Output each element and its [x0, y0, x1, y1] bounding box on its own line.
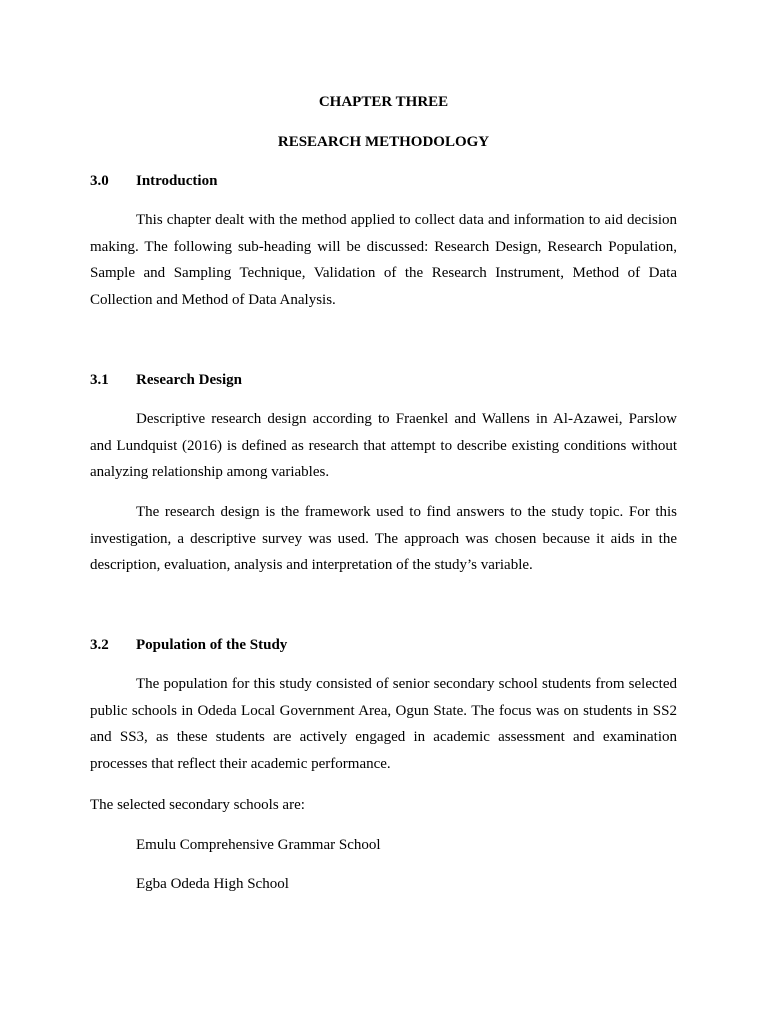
section-number: 3.1	[90, 372, 109, 388]
section-heading-population	[90, 635, 677, 655]
chapter-title: CHAPTER THREE	[318, 94, 449, 110]
section-number: 3.2	[90, 637, 109, 653]
section-heading-introduction	[90, 171, 677, 191]
paragraph-research-design-2: The research design is the framework used to find answers to the study topic. For this investigation, a descriptive survey was used. The approach was chosen because it aids in the description, evaluation, analysis and interpretation of the study’s variable.	[90, 504, 677, 573]
section-title: Population of the Study	[136, 637, 288, 653]
paragraph-introduction: This chapter dealt with the method applied to collect data and information to aid decision making. The following sub-heading will be discussed: Research Design, Research Population, Sample and Sampling Technique, Validation of the Research Instrument, Method of Data Collection and Method of Data Analysis.	[90, 212, 677, 308]
list-intro: The selected secondary schools are:	[90, 797, 305, 813]
paragraph-population: The population for this study consisted of senior secondary school students from selected public schools in Odeda Local Government Area, Ogun State. The focus was on students in SS2 and SS3, as these students are actively engaged in academic assessment and examination processes that reflect their academic performance.	[90, 676, 677, 772]
section-title: Introduction	[136, 173, 218, 189]
list-item: Egba Odeda High School	[136, 876, 289, 892]
section-heading-research-design	[90, 370, 677, 390]
list-item: Emulu Comprehensive Grammar School	[136, 837, 381, 853]
section-title: Research Design	[136, 372, 242, 388]
document-page	[90, 0, 677, 1024]
section-number: 3.0	[90, 173, 109, 189]
paragraph-research-design-1: Descriptive research design according to Fraenkel and Wallens in Al-Azawei, Parslow and Lundquist (2016) is defined as research that attempt to describe existing conditions without analyzing relationship among variables.	[90, 411, 677, 480]
chapter-subtitle: RESEARCH METHODOLOGY	[277, 134, 490, 150]
